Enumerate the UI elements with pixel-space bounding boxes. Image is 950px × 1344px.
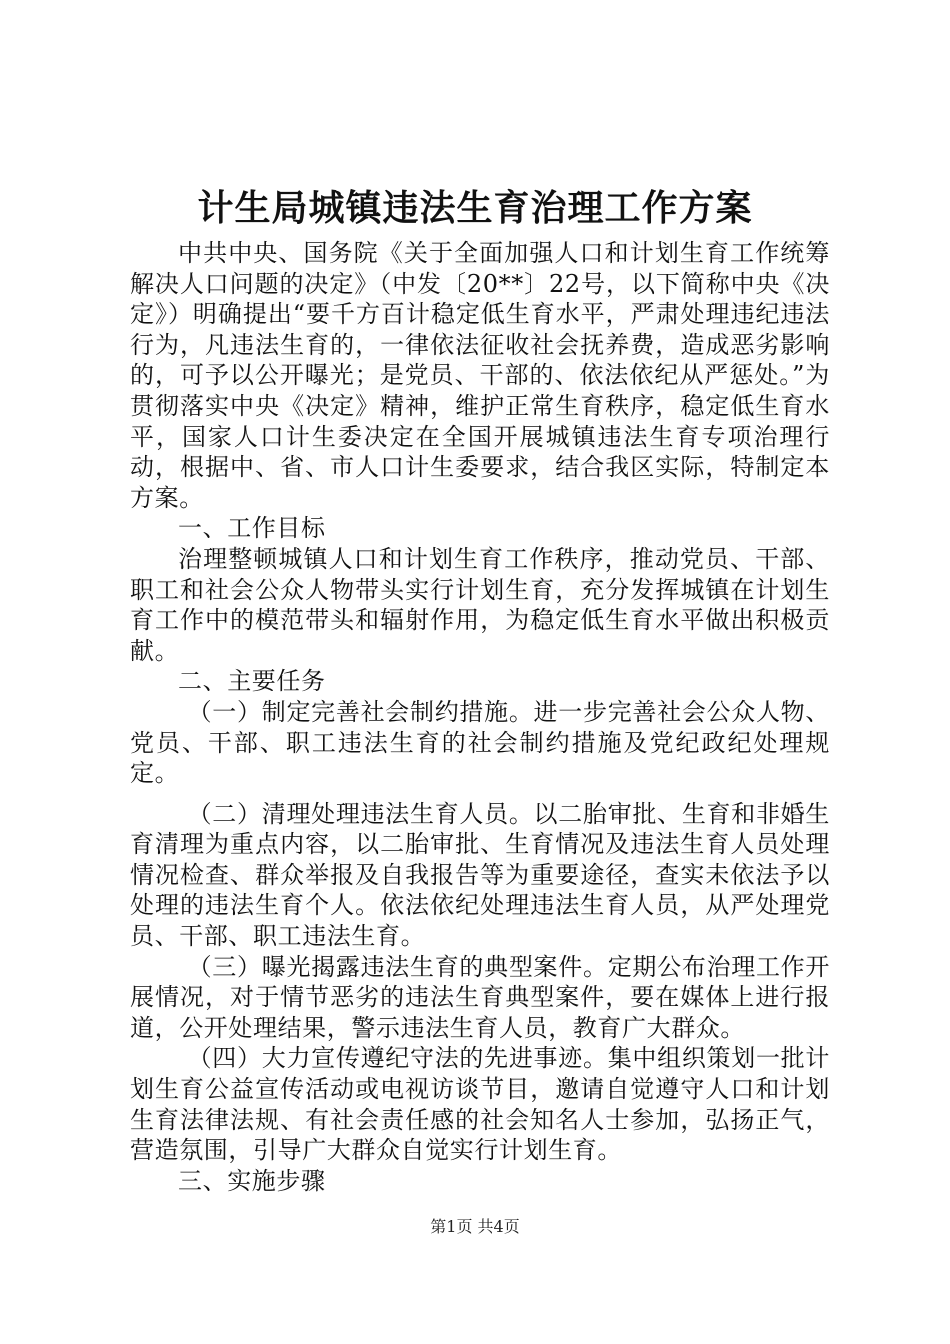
task-paragraph-1: （一）制定完善社会制约措施。进一步完善社会公众人物、党员、干部、职工违法生育的社会制约措施及党纪政纪处理规定。 <box>130 697 830 788</box>
intro-paragraph: 中共中央、国务院《关于全面加强人口和计划生育工作统筹解决人口问题的决定》（中发〔20**〕22号，以下简称中央《决定》）明确提出“要千方百计稳定低生育水平，严肃处理违纪违法行为，凡违法生育的，一律依法征收社会抚养费，造成恶劣影响的，可予以公开曝光；是党员、干部的、依法依纪从严惩处。”为贯彻落实中央《决定》精神，维护正常生育秩序，稳定低生育水平，国家人口计生委决定在全国开展城镇违法生育专项治理行动，根据中、省、市人口计生委要求，结合我区实际，特制定本方案。 <box>130 239 830 512</box>
document-body <box>130 238 830 1196</box>
document-title: 计生局城镇违法生育治理工作方案 <box>197 187 753 229</box>
task-paragraph-4: （四）大力宣传遵纪守法的先进事迹。集中组织策划一批计划生育公益宣传活动或电视访谈节目，邀请自觉遵守人口和计划生育法律法规、有社会责任感的社会知名人士参加，弘扬正气，营造氛围，引导广大群众自觉实行计划生育。 <box>130 1044 830 1165</box>
task-paragraph-2: （二）清理处理违法生育人员。以二胎审批、生育和非婚生育清理为重点内容，以二胎审批、生育情况及违法生育人员处理情况检查、群众举报及自我报告等为重要途径，查实未依法予以处理的违法生育个人。依法依纪处理违法生育人员，从严处理党员、干部、职工违法生育。 <box>130 799 830 951</box>
section-heading-steps: 三、实施步骤 <box>178 1166 326 1195</box>
section-heading-goals: 一、工作目标 <box>178 514 326 543</box>
goals-paragraph: 治理整顿城镇人口和计划生育工作秩序，推动党员、干部、职工和社会公众人物带头实行计划生育，充分发挥城镇在计划生育工作中的模范带头和辐射作用，为稳定低生育水平做出积极贡献。 <box>130 544 830 665</box>
section-heading-tasks: 二、主要任务 <box>178 667 326 696</box>
page-number-footer: 第1页 共4页 <box>430 1217 520 1236</box>
task-paragraph-3: （三）曝光揭露违法生育的典型案件。定期公布治理工作开展情况，对于情节恶劣的违法生育典型案件，要在媒体上进行报道，公开处理结果，警示违法生育人员，教育广大群众。 <box>130 952 830 1042</box>
